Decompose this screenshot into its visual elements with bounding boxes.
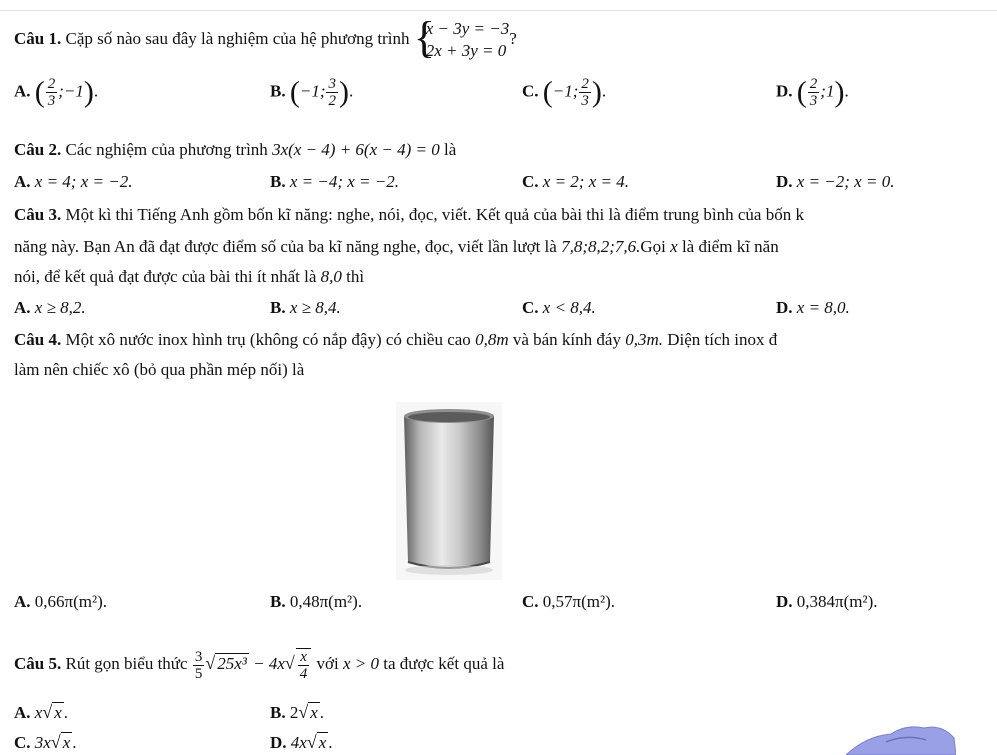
q2-text: Các nghiệm của phương trình	[65, 140, 268, 159]
q5-radical-2: $\frac{x}{4}$	[296, 648, 312, 682]
q1-brace: {	[413, 13, 435, 62]
q1-stem	[14, 13, 517, 62]
q1-system	[413, 13, 510, 62]
q5-option-d[interactable]: D. 4x√ x .	[270, 732, 333, 752]
q1-option-d-frac: $\frac{2}{3}$	[809, 76, 818, 109]
q4-line2: làm nên chiếc xô (bỏ qua phần mép nối) là	[14, 360, 305, 379]
q2-option-b[interactable]: B. x = −4; x = −2.	[270, 172, 399, 191]
q2-stem	[14, 140, 456, 160]
q3-scores: 7,8;8,2;7,6.	[561, 237, 641, 256]
q1-option-d[interactable]: D. ( $\frac{2}{3}$ ;1).	[776, 75, 849, 109]
q1-option-a-right: ;−1	[58, 81, 84, 101]
q4-option-b[interactable]: B. 0,48π(m²).	[270, 592, 363, 611]
q3-label: Câu 3.	[14, 205, 62, 224]
q4-option-d[interactable]: D. 0,384π(m²).	[776, 592, 878, 611]
q5-text: Rút gọn biểu thức	[65, 653, 188, 673]
q3-option-c-text: x < 8,4.	[542, 298, 596, 317]
q3-option-c[interactable]: C. x < 8,4.	[522, 298, 596, 317]
q5-option-c[interactable]: C. 3x√ x .	[14, 732, 77, 752]
q3-line1-text: Một kì thi Tiếng Anh gồm bốn kĩ năng: nghe, nói, đọc, viết. Kết quả của bài thi là điểm trung bình của bốn k	[65, 205, 804, 224]
q1-option-c-frac: $\frac{2}{3}$	[581, 76, 589, 109]
steel-bucket-image	[396, 402, 502, 580]
q2-tail: là	[443, 140, 457, 159]
q1-option-c-letter: C.	[522, 81, 539, 101]
q2-option-d-text: x = −2; x = 0.	[796, 172, 895, 191]
q2-option-b-text: x = −4; x = −2.	[289, 172, 399, 191]
q5-stem: Câu 5. Rút gọn biểu thức $\frac{3}{5}$ √ 25x³ − 4x√ $\frac{x}{4}$ với x > 0 ta được kết quả là	[14, 648, 505, 682]
q2-option-c-text: x = 2; x = 4.	[542, 172, 629, 191]
q2-option-a[interactable]: A. x = 4; x = −2.	[14, 172, 133, 191]
q1-label: Câu 1.	[14, 28, 62, 48]
q4-option-d-text: 0,384π(m²).	[796, 592, 878, 611]
q1-option-c-dot: .	[601, 81, 607, 101]
q1-text: Cặp số nào sau đây là nghiệm của hệ phương trình	[65, 28, 410, 48]
q1-eq2: 2x + 3y = 0	[425, 41, 507, 60]
hand-icon	[846, 722, 956, 755]
q1-option-b-frac: $\frac{3}{2}$	[328, 76, 336, 109]
q3-option-d[interactable]: D. x = 8,0.	[776, 298, 850, 317]
q1-qmark: ?	[509, 28, 517, 48]
q5-radical-1: 25x³	[217, 653, 247, 673]
q3-option-b[interactable]: B. x ≥ 8,4.	[270, 298, 341, 317]
q3-option-a[interactable]: A. x ≥ 8,2.	[14, 298, 86, 317]
q4-option-a-text: 0,66π(m²).	[34, 592, 108, 611]
q3-option-a-text: x ≥ 8,2.	[34, 298, 86, 317]
q1-option-a-letter: A.	[14, 81, 31, 101]
top-divider	[0, 10, 997, 11]
q1-option-c-left: −1;	[552, 81, 579, 101]
q1-eq1: x − 3y = −3	[425, 19, 510, 38]
q3-option-d-text: x = 8,0.	[796, 298, 850, 317]
q3-option-b-text: x ≥ 8,4.	[289, 298, 341, 317]
q1-option-c[interactable]: C. (−1; $\frac{2}{3}$ ).	[522, 75, 607, 109]
q5-label: Câu 5.	[14, 653, 62, 673]
q1-option-b-dot: .	[348, 81, 354, 101]
q2-option-a-text: x = 4; x = −2.	[34, 172, 133, 191]
q2-equation: 3x(x − 4) + 6(x − 4) = 0	[272, 140, 440, 159]
q2-label: Câu 2.	[14, 140, 62, 159]
q3-line3: nói, để kết quả đạt được của bài thi ít nhất là 8,0 thì	[14, 267, 365, 286]
q1-option-a-frac: $\frac{2}{3}$	[47, 76, 56, 109]
q3-line1	[14, 205, 804, 225]
q5-fraction: $\frac{3}{5}$	[194, 648, 203, 682]
q4-label: Câu 4.	[14, 330, 62, 349]
q1-option-d-dot: .	[844, 81, 849, 101]
q4-line1: Câu 4. Một xô nước inox hình trụ (không có nắp đậy) có chiều cao 0,8m và bán kính đáy 0,3m. Diện tích inox đ	[14, 330, 778, 349]
q4-option-c[interactable]: C. 0,57π(m²).	[522, 592, 616, 611]
q2-option-d[interactable]: D. x = −2; x = 0.	[776, 172, 895, 191]
q5-option-b[interactable]: B. 2√ x .	[270, 702, 325, 722]
q1-option-d-letter: D.	[776, 81, 793, 101]
q1-option-b[interactable]: B. (−1; $\frac{3}{2}$ ).	[270, 75, 354, 109]
q1-option-a-dot: .	[93, 81, 99, 101]
q1-option-d-right: ;1	[820, 81, 835, 101]
q5-option-a[interactable]: A. x√ x .	[14, 702, 69, 722]
q2-option-c[interactable]: C. x = 2; x = 4.	[522, 172, 629, 191]
q4-option-b-text: 0,48π(m²).	[289, 592, 363, 611]
q1-option-b-left: −1;	[299, 81, 326, 101]
q1-option-a[interactable]: A. ( $\frac{2}{3}$ ;−1).	[14, 75, 99, 109]
q4-option-c-text: 0,57π(m²).	[542, 592, 616, 611]
q3-line2: năng này. Bạn An đã đạt được điểm số của ba kĩ năng nghe, đọc, viết lần lượt là 7,8;8,2;7,6.Gọi x là điểm kĩ năn	[14, 237, 779, 256]
q1-option-b-letter: B.	[270, 81, 286, 101]
q4-option-a[interactable]: A. 0,66π(m²).	[14, 592, 108, 611]
